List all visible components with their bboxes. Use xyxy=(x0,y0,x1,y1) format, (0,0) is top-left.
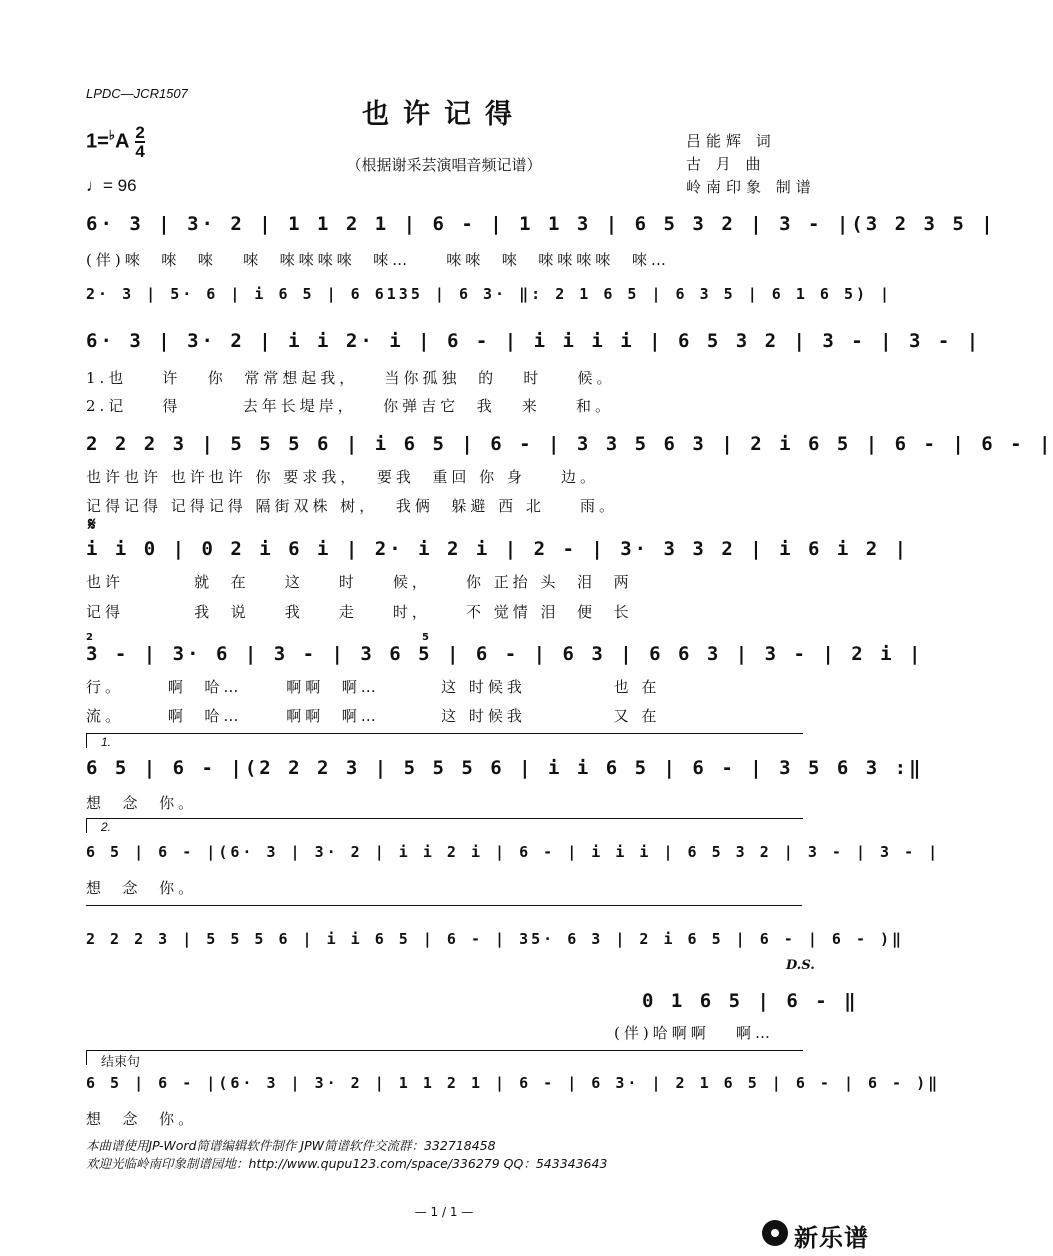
footer-line-1: 本曲谱使用JP-Word简谱编辑软件制作 JPW简谱软件交流群：332718458 xyxy=(86,1138,496,1153)
volta-1-label: 1. xyxy=(101,735,112,749)
lyric-row-6a: 行。 啊 哈… 啊啊 啊… 这 时候我 也 在 xyxy=(86,678,661,696)
lyric-row-8: 想 念 你。 xyxy=(86,879,198,897)
segno-sign: 𝄋 xyxy=(88,514,96,535)
tempo-value: = 96 xyxy=(103,176,137,195)
notation-row-4: 2 2 2 3 | 5 5 5 6 | i 6 5 | 6 - | 3 3 5 6 3 | 2 i 6 5 | 6 - | 6 - | xyxy=(86,433,1053,455)
key-note: A xyxy=(114,130,130,153)
lyric-row-11: 想 念 你。 xyxy=(86,1110,198,1128)
lyric-row-4a: 也许也许 也许也许 你 要求我， 要我 重回 你 身 边。 xyxy=(86,468,599,486)
vinyl-record-icon xyxy=(762,1220,788,1246)
volta-2-label: 2. xyxy=(101,820,112,834)
flat-sign: ♭ xyxy=(108,127,115,143)
key-prefix: 1= xyxy=(86,130,109,153)
transcriber: 岭南印象 制谱 xyxy=(686,178,816,196)
notation-row-1: 6· 3 | 3· 2 | 1 1 2 1 | 6 - | 1 1 3 | 6 5 3 2 | 3 - |(3 2 3 5 | xyxy=(86,213,996,235)
song-title: 也许记得 xyxy=(362,99,526,130)
lyric-row-10: (伴)哈啊啊 啊… xyxy=(614,1024,775,1042)
lyric-row-3b: 2.记 得 去年长堤岸， 你弹吉它 我 来 和。 xyxy=(86,397,614,415)
volta-bracket-2 xyxy=(86,818,803,833)
notation-row-6: 3 - | 3· 6 | 3 - | 3 6 5 | 6 - | 6 3 | 6 6 3 | 3 - | 2 i | xyxy=(86,643,924,665)
notation-row-3: 6· 3 | 3· 2 | i i 2· i | 6 - | i i i i | 6 5 3 2 | 3 - | 3 - | xyxy=(86,330,982,352)
notation-row-11: 6 5 | 6 - |(6· 3 | 3· 2 | 1 1 2 1 | 6 - | 6 3· | 2 1 6 5 | 6 - | 6 - )‖ xyxy=(86,1074,941,1092)
volta-bracket-1 xyxy=(86,733,803,748)
song-subtitle: （根据谢采芸演唱音频记谱） xyxy=(346,156,542,174)
lyricist: 吕能辉 词 xyxy=(686,132,776,150)
ending-label: 结束句 xyxy=(101,1055,141,1070)
tempo-marking xyxy=(86,176,137,196)
composer: 古 月 曲 xyxy=(686,155,766,173)
lyric-row-1: (伴)唻 唻 唻 唻 唻唻唻唻 唻… 唻唻 唻 唻唻唻唻 唻… xyxy=(86,251,670,269)
notation-row-9: 2 2 2 3 | 5 5 5 6 | i i 6 5 | 6 - | 35· 6 3 | 2 i 6 5 | 6 - | 6 - )‖ xyxy=(86,930,905,948)
score-code: LPDC—JCR1507 xyxy=(86,86,188,101)
page-number: — 1 / 1 — xyxy=(414,1205,474,1219)
notation-row-7: 6 5 | 6 - |(2 2 2 3 | 5 5 5 6 | i i 6 5 | 6 - | 3 5 6 3 :‖ xyxy=(86,757,924,779)
notation-row-10: 0 1 6 5 | 6 - ‖ xyxy=(642,990,859,1012)
lyric-row-6b: 流。 啊 哈… 啊啊 啊… 这 时候我 又 在 xyxy=(86,707,661,725)
footer-line-2: 欢迎光临岭南印象制谱园地：http://www.qupu123.com/space/336279 QQ：543343643 xyxy=(86,1156,608,1171)
lyric-row-5b: 记得 我 说 我 走 时， 不 觉情 泪 便 长 xyxy=(86,603,633,621)
lyric-row-7: 想 念 你。 xyxy=(86,794,198,812)
notation-row-8: 6 5 | 6 - |(6· 3 | 3· 2 | i i 2 i | 6 - | i i i | 6 5 3 2 | 3 - | 3 - | xyxy=(86,843,941,861)
brand-logo: 新乐谱 xyxy=(794,1224,869,1252)
time-numerator: 2 xyxy=(135,123,145,142)
dal-segno-mark: D.S. xyxy=(786,958,815,973)
quarter-note-icon: ♩ xyxy=(86,176,103,195)
grace-note-2: 5 xyxy=(422,632,429,643)
notation-row-5: i i 0 | 0 2 i 6 i | 2· i 2 i | 2 - | 3· 3 3 2 | i 6 i 2 | xyxy=(86,538,910,560)
credits xyxy=(686,130,816,199)
ending-bracket xyxy=(86,1050,803,1070)
volta-continuation-line xyxy=(86,905,802,906)
notation-row-2: 2· 3 | 5· 6 | i 6 5 | 6 6135 | 6 3· ‖: 2 1 6 5 | 6 3 5 | 6 1 6 5) | xyxy=(86,285,893,303)
time-denominator: 4 xyxy=(135,142,145,161)
lyric-row-5a: 也许 就 在 这 时 候， 你 正抬 头 泪 两 xyxy=(86,573,633,591)
lyric-row-3a: 1.也 许 你 常常想起我， 当你孤独 的 时 候。 xyxy=(86,369,616,387)
lyric-row-4b: 记得记得 记得记得 隔街双株 树， 我俩 躲避 西 北 雨。 xyxy=(86,497,618,515)
grace-note-1: 2 xyxy=(86,632,93,643)
